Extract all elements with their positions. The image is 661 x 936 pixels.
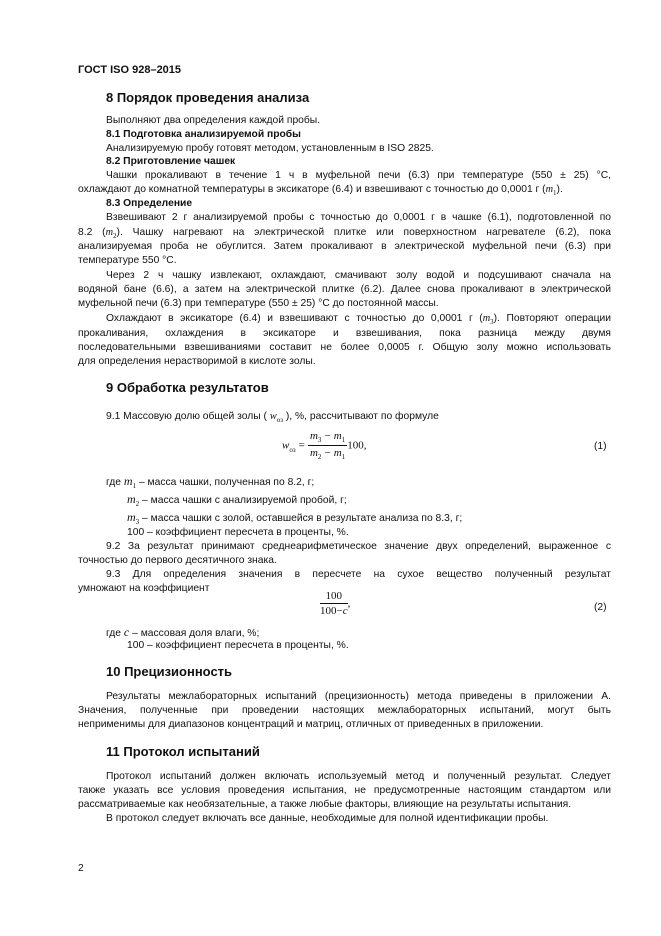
- formula-2: $\frac{100}{100-c}$ ,: [320, 590, 351, 617]
- where-m1: где $m_1$ – масса чашки, полученная по 8.2, г;: [106, 474, 315, 491]
- s11-line-2: также указать все условия проведения испытания, не предусмотренные настоящим стандартом или: [78, 785, 611, 796]
- s11-line-1: Протокол испытаний должен включать используемый метод и полученный результат. Следует: [106, 771, 611, 782]
- s11-line-3: рассматриваемые как необязательные, а также любые факторы, влияющие на результаты испытания.: [78, 799, 572, 810]
- s11-line-4: В протокол следует включать все данные, необходимые для полной идентификации пробы.: [106, 813, 549, 824]
- where-100: 100 – коэффициент пересчета в проценты, %.: [127, 527, 349, 538]
- formula-1-number: (1): [594, 441, 607, 452]
- s8-3-line-3: анализируемая проба не обуглится. Затем прокаливают в электрической муфельной печи (6.3) при: [78, 241, 611, 252]
- s9-3-line-2: умножают на коэффициент: [78, 583, 210, 594]
- formula-2-number: (2): [594, 602, 607, 613]
- where-m2: $m_2$ – масса чашки с анализируемой пробой, г;: [127, 492, 347, 509]
- s8-1-text: Анализируемую пробу готовят методом, установленным в ISO 2825.: [106, 143, 434, 154]
- s10-line-3: неприменимы для диапазонов концентраций и матриц, отличных от приведенных в приложении.: [78, 719, 544, 730]
- s8-3-line-4: температуре 550 °С.: [78, 255, 177, 266]
- where-c-100: 100 – коэффициент пересчета в проценты, %.: [127, 640, 349, 651]
- section-8-title: 8 Порядок проведения анализа: [106, 90, 310, 105]
- where-m3: $m_3$ – масса чашки с золой, оставшейся в результате анализа по 8.3, г;: [127, 510, 463, 527]
- s8-2-heading: 8.2 Приготовление чашек: [106, 156, 236, 167]
- s8-2-line-2: охлаждают до комнатной температуры в эксикаторе (6.4) и взвешивают с точностью до 0,0001 г $(m_1)$.: [78, 184, 563, 198]
- s10-line-2: Значения, полученные при проведении настоящих межлабораторных испытаний, могут быть: [78, 705, 611, 716]
- s9-2-line-1: 9.2 За результат принимают среднеарифметическое значение двух определений, выраженное с: [106, 541, 611, 552]
- s8-intro: Выполняют два определения каждой пробы.: [106, 115, 321, 126]
- s9-1-text: 9.1 Массовую долю общей золы ( $w_{оз}$ ), %, рассчитывают по формуле: [106, 411, 439, 425]
- s8-1-heading: 8.1 Подготовка анализируемой пробы: [106, 129, 301, 140]
- s8-3-line-8: Охлаждают в эксикаторе (6.4) и взвешивают с точностью до 0,0001 г $(m_3)$. Повторяют операции: [106, 313, 611, 327]
- s8-3-line-6: водяной бане (6.6), а затем на электрической плитке (6.2). Далее снова прокаливают в электрической: [78, 284, 611, 295]
- s8-3-line-5: Через 2 ч чашку извлекают, охлаждают, смачивают золу водой и подсушивают сначала на: [106, 270, 611, 281]
- s9-3-line-1: 9.3 Для определения значения в пересчете на сухое вещество полученный результат: [106, 569, 611, 580]
- section-9-title: 9 Обработка результатов: [106, 380, 269, 395]
- s8-3-line-1: Взвешивают 2 г анализируемой пробы с точностью до 0,0001 г в чашке (6.1), подготовленной по: [106, 212, 611, 223]
- page-number: 2: [78, 863, 84, 874]
- s8-3-line-11: для определения нерастворимой в кислоте золы.: [78, 356, 316, 367]
- s8-2-line-1: Чашки прокаливают в течение 1 ч в муфельной печи (6.3) при температуре (550 ± 25) °С,: [106, 170, 611, 181]
- where-c: где c – массовая доля влаги, %;: [106, 625, 260, 639]
- s8-3-heading: 8.3 Определение: [106, 198, 193, 209]
- document-header: ГОСТ ISO 928–2015: [78, 64, 182, 76]
- s8-3-line-2: 8.2 $(m_2)$. Чашку нагревают на электрической плитке или поверхностном нагревателе (6.2), пока: [78, 227, 611, 241]
- section-10-title: 10 Прецизионность: [106, 664, 233, 679]
- formula-1: $w_{оз}$ = $\frac{m_3 - m_1}{m_2 - m_1}$ 100,: [282, 430, 367, 462]
- s10-line-1: Результаты межлабораторных испытаний (прецизионность) метода приведены в приложении А.: [106, 691, 611, 702]
- s8-3-line-7: муфельной печи (6.3) при температуре (550 ± 25) °С до постоянной массы.: [78, 298, 439, 309]
- s8-3-line-9: прокаливания, охлаждения в эксикаторе и взвешивания, пока разница между двумя: [78, 328, 611, 339]
- s8-3-line-10: последовательными взвешиваниями составит не более 0,0005 г. Общую золу можно использовать: [78, 342, 611, 353]
- s9-2-line-2: точностью до первого десятичного знака.: [78, 555, 277, 566]
- section-11-title: 11 Протокол испытаний: [106, 744, 260, 759]
